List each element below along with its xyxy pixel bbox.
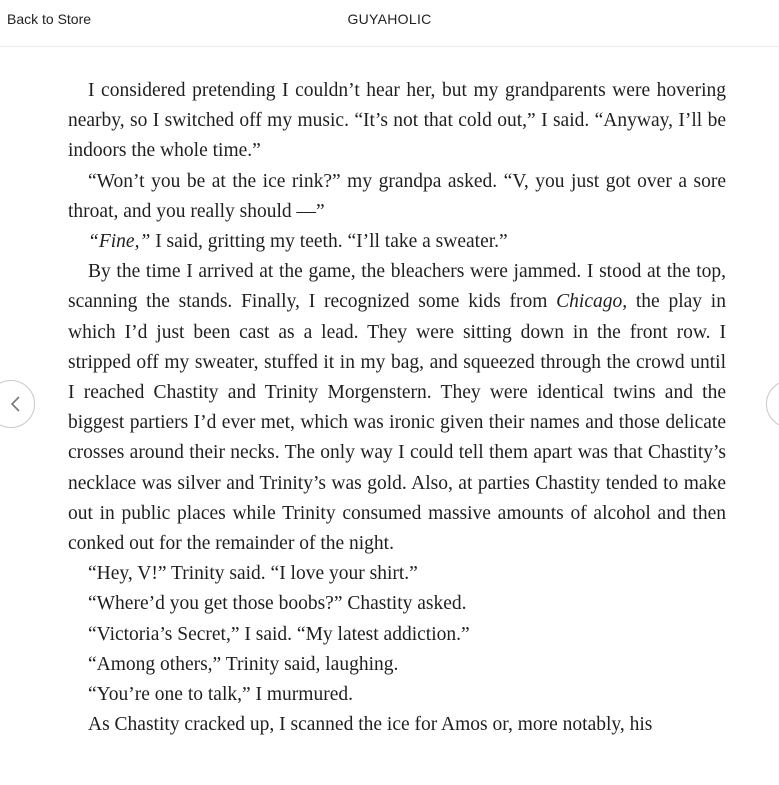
- reader-page: [68, 76, 726, 740]
- italic-text: Chicago,: [556, 291, 628, 313]
- book-title: GUYAHOLIC: [347, 11, 432, 27]
- paragraph: “Won’t you be at the ice rink?” my grandpa asked. “V, you just got over a sore throat, and you really should —”: [68, 170, 726, 222]
- paragraph-text: the play in which I’d just been cast as a lead. They were sitting down in the front row. I stripped off my sweater, stuffed it in my bag, and squeezed through the crowd until I reached Chastity and Trinity Morgenstern. They were identical twins and the biggest partiers I’d ever met, which was ironic given their names and those delicate crosses around their necks. The only way I could tell them apart was that Chastity’s necklace was silver and Trinity’s was gold. Also, at parties Chastity tended to make out in public places while Trinity consumed massive amounts of alcohol and then conked out for the remainder of the night.: [68, 291, 726, 555]
- paragraph: “Where’d you get those boobs?” Chastity asked.: [88, 593, 467, 615]
- top-bar: [0, 0, 779, 47]
- paragraph-text: I said, gritting my teeth. “I’ll take a sweater.”: [150, 231, 508, 253]
- previous-page-button[interactable]: [0, 380, 35, 428]
- paragraph: [68, 227, 726, 257]
- paragraph: “Among others,” Trinity said, laughing.: [88, 653, 399, 675]
- paragraph: [68, 257, 726, 559]
- paragraph: “Hey, V!” Trinity said. “I love your shirt.”: [88, 563, 418, 585]
- next-page-button[interactable]: [766, 380, 779, 428]
- italic-text: “Fine,”: [88, 231, 151, 253]
- paragraph: As Chastity cracked up, I scanned the ice for Amos or, more notably, his: [88, 714, 653, 736]
- back-to-store-link[interactable]: Back to Store: [7, 11, 92, 27]
- paragraph: “You’re one to talk,” I murmured.: [88, 684, 353, 706]
- chevron-left-icon: [7, 395, 25, 413]
- paragraph: I considered pretending I couldn’t hear her, but my grandparents were hovering nearby, so I switched off my music. “It’s not that cold out,” I said. “Anyway, I’ll be indoors the whole time.”: [68, 80, 726, 162]
- paragraph-text: By the time I arrived at the game, the bleachers were jammed. I stood at the top, scanning the stands. Finally, I recognized some kids from: [68, 261, 726, 313]
- paragraph: “Victoria’s Secret,” I said. “My latest addiction.”: [88, 623, 470, 645]
